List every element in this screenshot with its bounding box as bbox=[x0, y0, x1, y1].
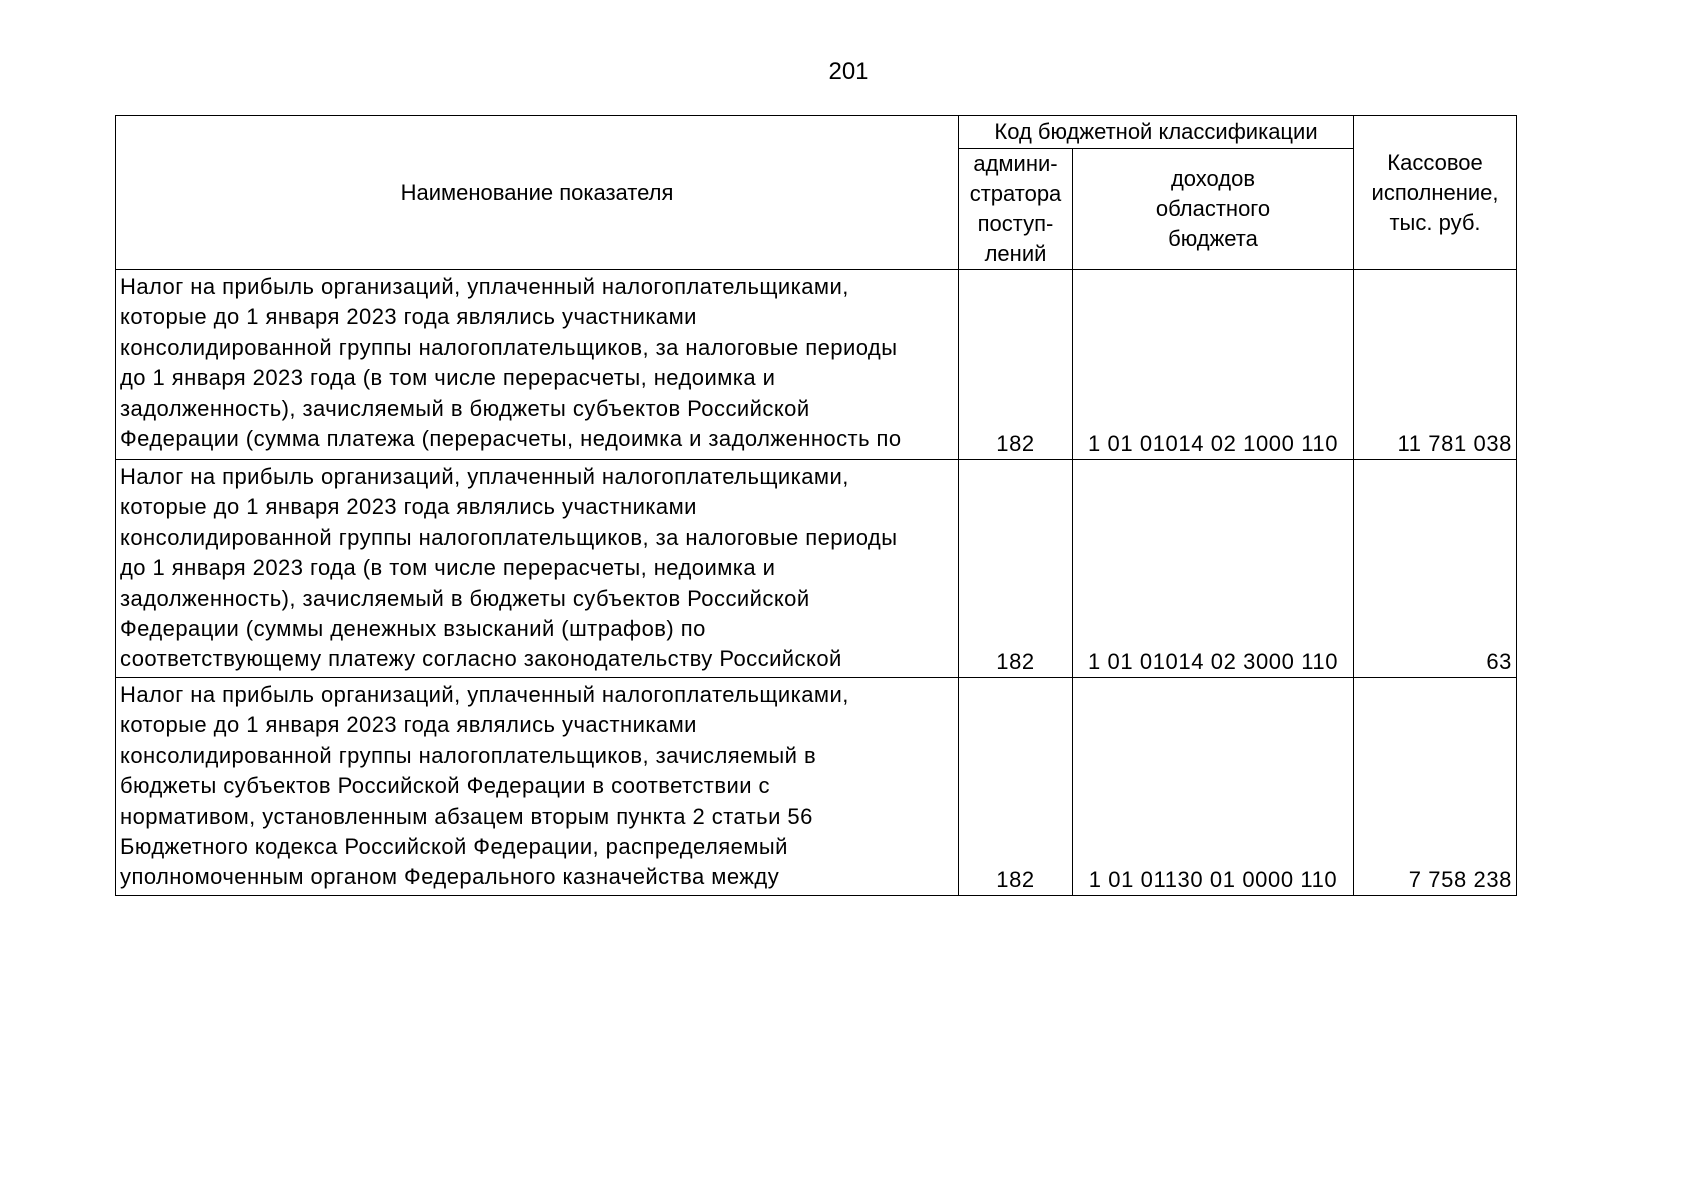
row-name-cell bbox=[116, 678, 959, 896]
header-code-group-label: Код бюджетной классификации bbox=[994, 119, 1318, 144]
row-administrator: 182 bbox=[959, 270, 1073, 460]
table-row bbox=[116, 460, 1517, 678]
header-revenue-label: доходов областного бюджета bbox=[1155, 166, 1271, 251]
row-name: Налог на прибыль организаций, уплаченный налогоплательщиками, которые до 1 января 2023 года являлись участниками консолидированной группы налогоплательщиков, зачисляемый в бюджеты субъектов Российской Федерации в соответствии с нормативом, установленным абзацем вторым пункта 2 статьи 56 Бюджетного кодекса Российской Федерации, распределяемый уполномоченным органом Федерального казначейства между bbox=[120, 682, 849, 890]
table-row bbox=[116, 678, 1517, 896]
header-execution bbox=[1354, 116, 1517, 270]
table-row bbox=[116, 270, 1517, 460]
row-name-cell bbox=[116, 460, 959, 678]
row-administrator: 182 bbox=[959, 678, 1073, 896]
row-amount: 63 bbox=[1354, 460, 1517, 678]
budget-table bbox=[115, 115, 1517, 896]
row-name: Налог на прибыль организаций, уплаченный налогоплательщиками, которые до 1 января 2023 года являлись участниками консолидированной группы налогоплательщиков, за налоговые периоды до 1 января 2023 года (в том числе перерасчеты, недоимка и задолженность), зачисляемый в бюджеты субъектов Российской Федерации (сумма платежа (перерасчеты, недоимка и задолженность по bbox=[120, 274, 902, 452]
header-name bbox=[116, 116, 959, 270]
row-code: 1 01 01014 02 1000 110 bbox=[1073, 270, 1354, 460]
header-execution-label: Кассовое исполнение, тыс. руб. bbox=[1371, 149, 1499, 235]
row-name: Налог на прибыль организаций, уплаченный налогоплательщиками, которые до 1 января 2023 года являлись участниками консолидированной группы налогоплательщиков, за налоговые периоды до 1 января 2023 года (в том числе перерасчеты, недоимка и задолженность), зачисляемый в бюджеты субъектов Российской Федерации (суммы денежных взысканий (штрафов) по соответствующему платежу согласно законодательству Российской bbox=[120, 464, 898, 672]
row-code: 1 01 01130 01 0000 110 bbox=[1073, 678, 1354, 896]
page-number: 201 bbox=[828, 58, 869, 85]
header-name-label: Наименование показателя bbox=[400, 179, 674, 205]
header-revenue bbox=[1073, 149, 1354, 270]
header-administrator-label: админи- стратора поступ- лений bbox=[969, 151, 1062, 266]
row-code: 1 01 01014 02 3000 110 bbox=[1073, 460, 1354, 678]
header-administrator bbox=[959, 149, 1073, 270]
row-name-cell bbox=[116, 270, 959, 460]
row-administrator: 182 bbox=[959, 460, 1073, 678]
header-code-group bbox=[959, 116, 1354, 149]
row-amount: 11 781 038 bbox=[1354, 270, 1517, 460]
row-amount: 7 758 238 bbox=[1354, 678, 1517, 896]
